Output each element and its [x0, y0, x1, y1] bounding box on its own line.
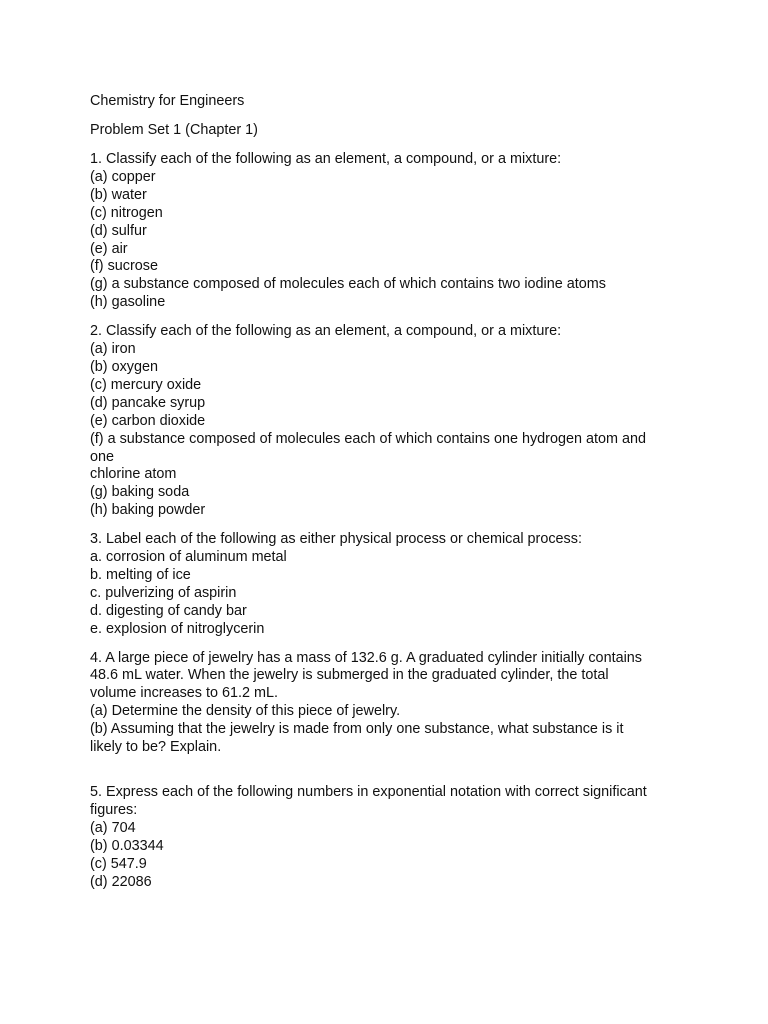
question-line: (g) a substance composed of molecules each of which contains two iodine atoms — [90, 276, 606, 293]
question-line: (b) Assuming that the jewelry is made from only one substance, what substance is it — [90, 721, 624, 738]
question-line: (d) 22086 — [90, 873, 152, 890]
question-line: (d) sulfur — [90, 222, 147, 239]
question-3 — [90, 531, 690, 638]
question-2 — [90, 323, 690, 520]
question-prompt: 2. Classify each of the following as an element, a compound, or a mixture: — [90, 323, 562, 340]
question-4 — [90, 650, 690, 757]
question-line: (g) baking soda — [90, 484, 190, 501]
question-prompt: 5. Express each of the following numbers in exponential notation with correct significant — [90, 784, 647, 800]
question-line: (b) water — [90, 186, 147, 203]
question-5 — [90, 784, 690, 891]
question-line: (h) baking powder — [90, 502, 206, 519]
question-line: 48.6 mL water. When the jewelry is submerged in the graduated cylinder, the total — [90, 667, 609, 684]
question-line: (h) gasoline — [90, 294, 166, 311]
question-list — [90, 151, 690, 891]
question-prompt: 1. Classify each of the following as an element, a compound, or a mixture: — [90, 151, 562, 167]
question-line: b. melting of ice — [90, 566, 191, 583]
question-line: (c) 547.9 — [90, 855, 147, 872]
question-line: (c) mercury oxide — [90, 376, 202, 393]
document-page — [90, 93, 690, 891]
question-1 — [90, 151, 690, 312]
question-line: d. digesting of candy bar — [90, 602, 247, 619]
course-title: Chemistry for Engineers — [90, 93, 245, 109]
question-line: e. explosion of nitroglycerin — [90, 620, 265, 637]
question-line: likely to be? Explain. — [90, 739, 222, 756]
question-line: (a) Determine the density of this piece of jewelry. — [90, 703, 401, 720]
question-line: (c) nitrogen — [90, 204, 163, 221]
question-line: (e) carbon dioxide — [90, 412, 206, 429]
question-line: (f) a substance composed of molecules each of which contains one hydrogen atom and — [90, 430, 646, 447]
problem-set-title: Problem Set 1 (Chapter 1) — [90, 122, 258, 138]
question-line: (a) 704 — [90, 819, 136, 836]
question-line: volume increases to 61.2 mL. — [90, 685, 278, 702]
question-line: chlorine atom — [90, 466, 177, 483]
question-line: a. corrosion of aluminum metal — [90, 549, 287, 566]
question-line: (e) air — [90, 240, 128, 257]
question-line: (a) copper — [90, 168, 156, 185]
question-line: (b) oxygen — [90, 358, 158, 375]
question-line: (a) iron — [90, 341, 136, 358]
question-line: (d) pancake syrup — [90, 394, 206, 411]
question-line: c. pulverizing of aspirin — [90, 584, 237, 601]
question-line: one — [90, 448, 115, 465]
question-prompt: 4. A large piece of jewelry has a mass of 132.6 g. A graduated cylinder initially contains — [90, 649, 642, 666]
question-line: (b) 0.03344 — [90, 837, 164, 854]
question-line: (f) sucrose — [90, 258, 158, 275]
question-prompt: 3. Label each of the following as either physical process or chemical process: — [90, 531, 582, 548]
question-line: figures: — [90, 801, 138, 818]
